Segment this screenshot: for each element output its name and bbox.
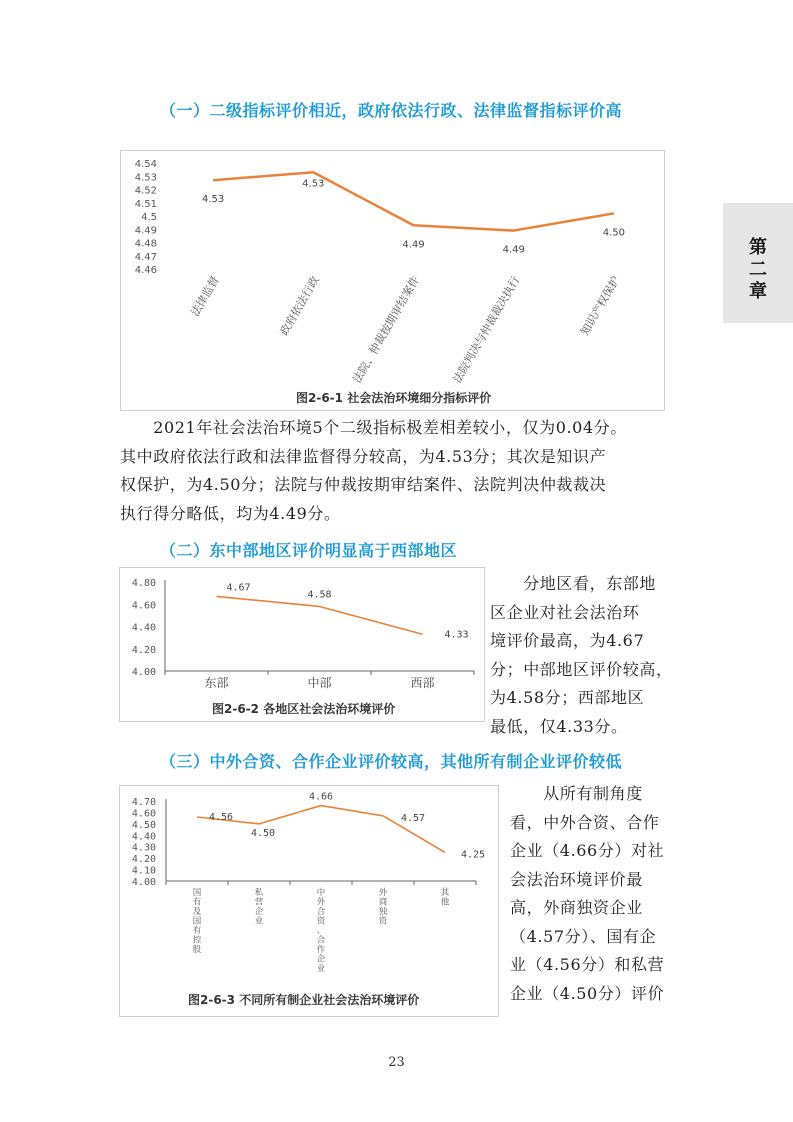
- chart-indicator-evaluation: [120, 150, 665, 411]
- category-label: 法律监督: [188, 274, 222, 319]
- category-label-char: 其: [440, 888, 450, 898]
- data-label: 4.57: [400, 812, 426, 824]
- y-tick-label: 4.60: [131, 600, 156, 612]
- category-label-char: 企: [316, 954, 326, 965]
- y-tick-label: 4.30: [131, 842, 156, 854]
- chart-2-svg: [120, 568, 484, 721]
- data-label: 4.50: [602, 227, 626, 239]
- chapter-tab-char-2: 二: [749, 259, 767, 280]
- data-label: 4.58: [307, 589, 332, 601]
- paragraph-2-line: 分；中部地区评价较高，: [490, 659, 673, 679]
- category-label-char: 控: [192, 935, 202, 946]
- paragraph-1: [120, 414, 627, 528]
- category-label-char: 业: [316, 964, 326, 974]
- paragraph-3-line: 企业（4.66分）对社: [510, 841, 665, 860]
- data-label: 4.49: [502, 244, 525, 256]
- y-tick-label: 4.60: [131, 808, 156, 820]
- y-tick-label: 4.80: [131, 578, 156, 589]
- y-tick-label: 4.49: [134, 225, 157, 237]
- series-line: [213, 172, 614, 230]
- paragraph-2: [490, 570, 673, 741]
- category-label-char: 有: [192, 926, 202, 936]
- category-label-char: 合: [316, 907, 326, 917]
- chart-1-svg: [121, 151, 664, 410]
- y-tick-label: 4.46: [134, 265, 157, 276]
- paragraph-3-line: 会法治环境评价最: [510, 869, 643, 889]
- y-tick-label: 4.20: [131, 854, 156, 866]
- paragraph-3-line: 高，外商独资企业: [510, 898, 643, 917]
- category-label-char: 营: [254, 897, 264, 908]
- category-label: 知识产权保护: [578, 274, 623, 338]
- data-label: 4.25: [460, 849, 486, 861]
- category-label: 中部: [307, 676, 332, 690]
- paragraph-1-line: 2021年社会法治环境5个二级指标极差相差较小，仅为0.04分。: [120, 418, 627, 437]
- category-label: 法院、仲裁按期审结案件: [350, 274, 423, 386]
- category-label-char: 商: [378, 897, 388, 908]
- y-tick-label: 4.47: [134, 251, 157, 263]
- paragraph-1-line: 其中政府依法行政和法律监督得分较高，为4.53分；其次是知识产: [120, 446, 607, 466]
- category-label: 西部: [410, 676, 435, 690]
- category-label: 东部: [204, 676, 229, 690]
- y-tick-label: 4.53: [134, 172, 157, 184]
- y-tick-label: 4.40: [131, 622, 156, 634]
- category-label-char: 独: [378, 907, 388, 917]
- chart-3-svg: [120, 786, 498, 1016]
- paragraph-1-line: 执行得分略低，均为4.49分。: [120, 503, 341, 523]
- data-label: 4.53: [201, 194, 225, 206]
- y-tick-label: 4.50: [131, 819, 156, 831]
- data-label: 4.66: [308, 791, 334, 803]
- paragraph-2-line: 为4.58分；西部地区: [490, 688, 645, 707]
- chart-ownership-evaluation: [119, 785, 499, 1017]
- data-label: 4.67: [226, 582, 251, 594]
- paragraph-2-line: 区企业对社会法治环: [490, 602, 640, 622]
- category-label-char: 资: [378, 916, 388, 927]
- y-tick-label: 4.48: [134, 238, 157, 250]
- category-label-char: 国: [192, 888, 202, 898]
- y-tick-label: 4.70: [131, 797, 156, 808]
- paragraph-2-line: 境评价最高，为4.67: [490, 631, 645, 650]
- section-heading-2: （二）东中部地区评价明显高于西部地区: [160, 541, 458, 560]
- y-tick-label: 4.10: [131, 865, 156, 877]
- category-label-char: 资: [316, 916, 326, 927]
- data-label: 4.56: [208, 812, 234, 823]
- y-tick-label: 4.00: [131, 877, 156, 888]
- paragraph-1-line: 权保护，为4.50分；法院与仲裁按期审结案件、法院判决仲裁裁决: [120, 475, 607, 494]
- series-line: [217, 596, 423, 634]
- category-label-char: 作: [316, 945, 326, 955]
- paragraph-3-line: 从所有制角度: [510, 784, 643, 803]
- page-number: 23: [388, 1055, 405, 1070]
- category-label-char: 有: [192, 897, 202, 908]
- y-tick-label: 4.51: [134, 198, 157, 210]
- y-tick-label: 4.52: [134, 185, 157, 197]
- data-label: 4.53: [302, 178, 325, 190]
- paragraph-3-line: （4.57分）、国有企: [510, 926, 657, 946]
- paragraph-2-line: 分地区看，东部地: [490, 574, 657, 593]
- y-tick-label: 4.40: [131, 831, 156, 843]
- chapter-tab: [723, 203, 793, 323]
- category-label-char: 、: [316, 926, 326, 936]
- y-tick-label: 4.20: [131, 644, 156, 656]
- paragraph-3-line: 看，中外合资、合作: [510, 812, 660, 832]
- y-tick-label: 4.00: [131, 667, 156, 678]
- y-tick-label: 4.54: [134, 159, 157, 170]
- category-label: 法院判决与仲裁裁决执行: [450, 274, 523, 386]
- chart-2-caption: 图2-6-2 各地区社会法治环境评价: [212, 702, 396, 716]
- chapter-tab-char-1: 第: [749, 237, 767, 258]
- paragraph-3-line: 业（4.56分）和私营: [510, 955, 665, 974]
- chapter-tab-char-3: 章: [749, 281, 767, 302]
- category-label-char: 中: [316, 888, 326, 898]
- category-label-char: 私: [254, 888, 264, 898]
- category-label-char: 及: [192, 907, 202, 917]
- data-label: 4.49: [402, 239, 425, 251]
- category-label-char: 股: [192, 945, 202, 955]
- category-label-char: 他: [440, 897, 450, 908]
- chart-region-evaluation: [119, 567, 485, 722]
- y-tick-label: 4.5: [141, 212, 157, 223]
- paragraph-3-line: 企业（4.50分）评价: [510, 983, 665, 1003]
- category-label-char: 合: [316, 935, 326, 946]
- paragraph-3: [510, 780, 664, 1008]
- data-label: 4.50: [250, 827, 276, 839]
- category-label-char: 外: [378, 888, 388, 898]
- category-label-char: 企: [254, 907, 264, 917]
- section-heading-1: （一）二级指标评价相近，政府依法行政、法律监督指标评价高: [160, 101, 623, 120]
- paragraph-2-line: 最低，仅4.33分。: [490, 716, 628, 736]
- data-label: 4.33: [444, 629, 469, 641]
- category-label-char: 业: [254, 916, 264, 927]
- chart-3-caption: 图2-6-3 不同所有制企业社会法治环境评价: [188, 993, 420, 1007]
- category-label-char: 国: [192, 916, 202, 927]
- category-label-char: 外: [316, 897, 326, 908]
- category-label: 政府依法行政: [277, 274, 322, 338]
- section-heading-3: （三）中外合资、合作企业评价较高，其他所有制企业评价较低: [160, 752, 623, 771]
- chart-1-caption: 图2-6-1 社会法治环境细分指标评价: [296, 391, 492, 405]
